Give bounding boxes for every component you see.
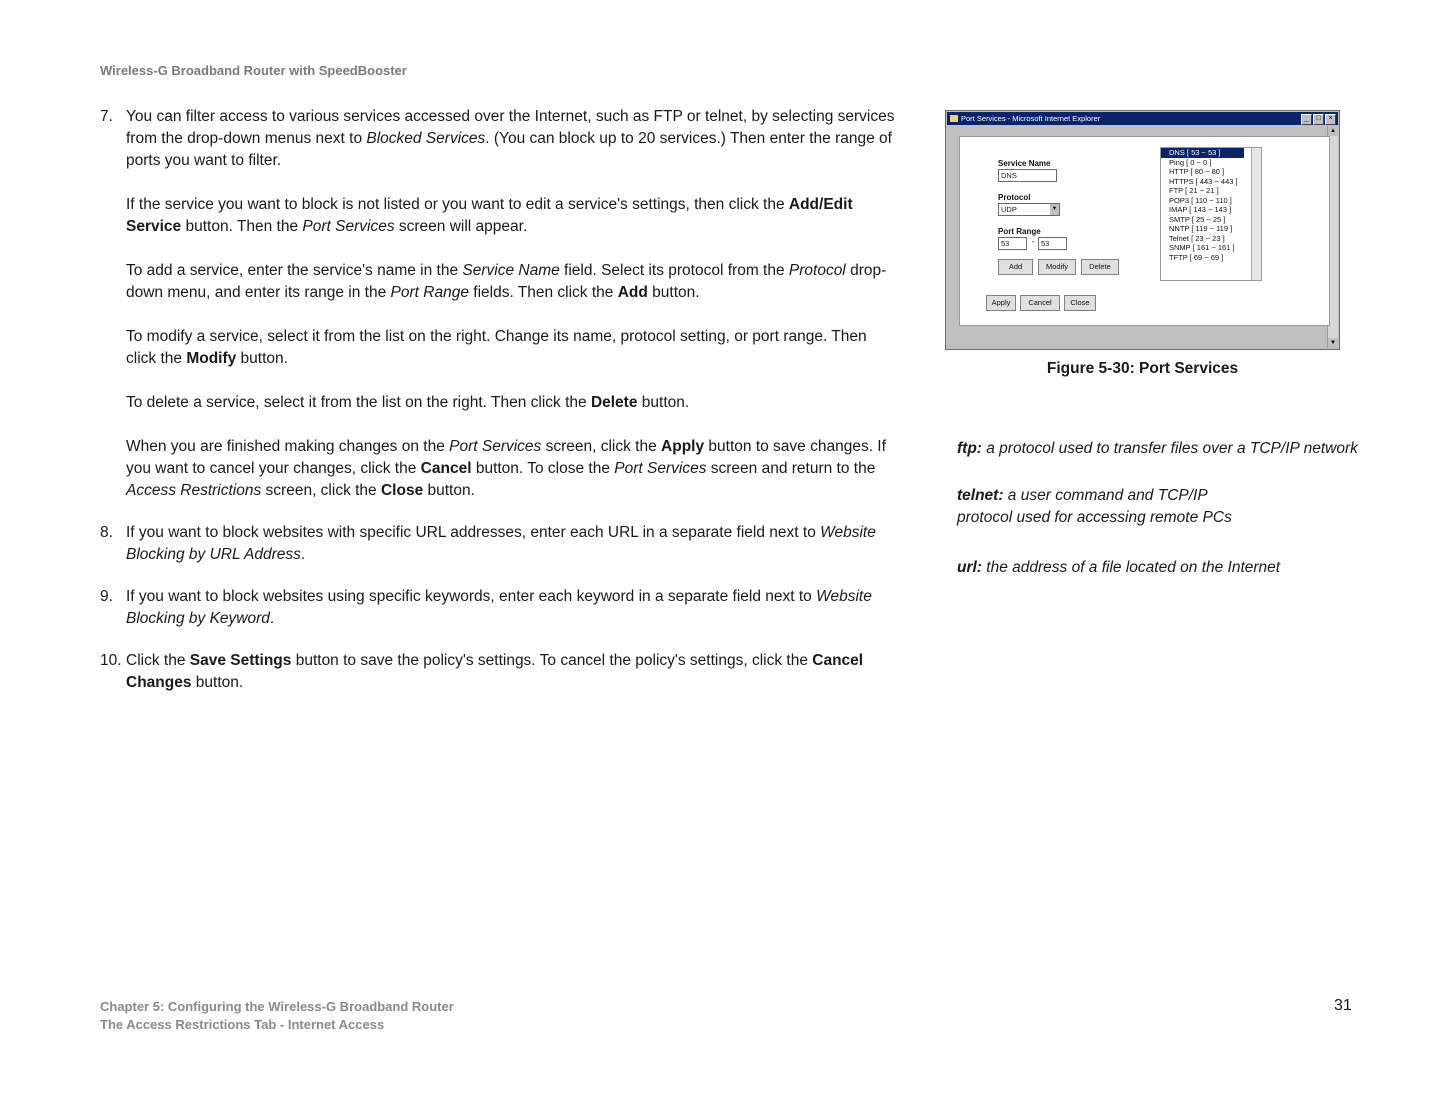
bold-text: Apply (661, 438, 705, 455)
glossary-term: ftp: (957, 440, 982, 457)
delete-button: Delete (1081, 259, 1119, 275)
glossary-definition: a protocol used to transfer files over a TCP/IP network (981, 440, 1358, 457)
apply-button: Apply (986, 295, 1016, 311)
service-list-item: IMAP [ 143 ~ 143 ] (1169, 205, 1232, 214)
italic-text: Blocked Services (366, 130, 486, 147)
text-run: field. Select its protocol from the (559, 262, 789, 279)
text-run: . (300, 546, 306, 563)
bold-text: Save Settings (189, 652, 292, 669)
service-list-item: SMTP [ 25 ~ 25 ] (1169, 214, 1226, 224)
step-item (100, 522, 900, 566)
text-run: button. (637, 394, 690, 411)
main-body-text (100, 106, 900, 714)
glossary-definition: the address of a file located on the Internet (981, 559, 1281, 576)
step-number: 7. (100, 108, 113, 125)
bold-text: Close (380, 482, 424, 499)
italic-text: Protocol (788, 262, 846, 279)
italic-text: Port Services (302, 218, 395, 235)
italic-text: Port Services (449, 438, 542, 455)
glossary-url (957, 557, 1377, 579)
bold-text: Modify (186, 350, 237, 367)
step-paragraph (126, 106, 900, 172)
text-run: button. To close the (471, 460, 615, 477)
cancel-button: Cancel (1020, 295, 1060, 311)
protocol-value: UDP (1001, 205, 1017, 214)
service-list-item: DNS [ 53 ~ 53 ] (1161, 148, 1244, 158)
text-run: screen will appear. (394, 218, 528, 235)
text-run: If you want to block websites with specific URL addresses, enter each URL in a separate field next to (126, 524, 821, 541)
text-run: If you want to block websites using specific keywords, enter each keyword in a separate field next to (126, 588, 817, 605)
text-run: You can filter access to various services accessed over the Internet, such as FTP or telnet, by selecting services from the drop-down menus next to (126, 108, 895, 147)
text-run: screen, click the (541, 438, 662, 455)
step-paragraph (126, 436, 900, 502)
text-run: drop-down menu, and enter its range in the (126, 262, 887, 301)
port-end-input: 53 (1038, 237, 1067, 250)
close-window-icon: × (1325, 114, 1336, 125)
footer-chapter: Chapter 5: Configuring the Wireless-G Broadband Router (100, 999, 454, 1014)
step-paragraph (126, 194, 900, 238)
service-list-item: POP3 [ 110 ~ 110 ] (1169, 195, 1232, 205)
text-run: Click the (126, 652, 190, 669)
italic-text: Port Services (614, 460, 707, 477)
modify-button: Modify (1038, 259, 1076, 275)
page-footer (100, 998, 454, 1034)
minimize-icon: _ (1301, 114, 1312, 125)
step-paragraph (126, 326, 900, 370)
figure-caption: Figure 5-30: Port Services (1046, 360, 1239, 377)
service-name-input: DNS (998, 169, 1057, 182)
bold-text: Add (617, 284, 648, 301)
scroll-up-icon: ▲ (1328, 126, 1338, 136)
protocol-select (998, 203, 1060, 216)
service-name-label: Service Name (998, 159, 1051, 168)
close-button: Close (1064, 295, 1096, 311)
bold-text: Add/Edit Service (126, 196, 853, 235)
scroll-down-icon: ▼ (1328, 338, 1338, 348)
port-start-input: 53 (998, 237, 1027, 250)
text-run: When you are finished making changes on the (126, 438, 450, 455)
list-scrollbar (1251, 148, 1261, 280)
text-run: If the service you want to block is not listed or you want to edit a service's settings, then click the (126, 196, 789, 213)
glossary-ftp (957, 438, 1377, 460)
italic-text: Service Name (462, 262, 560, 279)
italic-text: Website Blocking by URL Address (126, 524, 876, 563)
step-paragraph (126, 650, 900, 694)
service-list-item: SNMP [ 161 ~ 161 ] (1169, 243, 1235, 252)
glossary-term: telnet: (957, 487, 1004, 504)
glossary-definition: a user command and TCP/IP protocol used for accessing remote PCs (957, 487, 1232, 526)
service-list-item: Ping [ 0 ~ 0 ] (1169, 157, 1212, 167)
text-run: button. Then the (181, 218, 303, 235)
port-services-form (959, 136, 1330, 326)
step-paragraph (126, 392, 900, 414)
text-run: . (269, 610, 275, 627)
browser-window (945, 110, 1340, 350)
ie-window-icon (950, 115, 958, 122)
step-paragraph (126, 260, 900, 304)
port-range-label: Port Range (998, 227, 1041, 236)
text-run: To delete a service, select it from the list on the right. Then click the (126, 394, 591, 411)
service-list-item: NNTP [ 119 ~ 119 ] (1169, 224, 1233, 233)
window-title: Port Services - Microsoft Internet Explorer (961, 114, 1101, 123)
text-run: fields. Then click the (468, 284, 618, 301)
step-number: 10. (100, 652, 122, 669)
text-run: button. (423, 482, 475, 499)
add-button: Add (998, 259, 1033, 275)
text-run: button. (236, 350, 288, 367)
step-item (100, 650, 900, 694)
text-run: . (You can block up to 20 services.) Then enter the range of ports you want to filter. (126, 130, 892, 169)
maximize-icon: □ (1313, 114, 1324, 125)
text-run: To modify a service, select it from the list on the right. Change its name, protocol setting, or port range. Then click the (126, 328, 867, 367)
bold-text: Cancel Changes (126, 652, 864, 691)
figure-port-services (945, 110, 1340, 350)
glossary-telnet (957, 485, 1247, 529)
port-range-separator: - (1032, 237, 1035, 246)
text-run: button. (647, 284, 700, 301)
text-run: button to save changes. If you want to cancel your changes, click the (126, 438, 886, 477)
window-titlebar (947, 112, 1338, 125)
protocol-label: Protocol (998, 193, 1031, 202)
step-paragraph (126, 586, 900, 630)
text-run: button. (191, 674, 244, 691)
service-list-item: HTTP [ 80 ~ 80 ] (1169, 167, 1225, 176)
service-list-item: HTTPS [ 443 ~ 443 ] (1169, 176, 1238, 186)
service-list-item: FTP [ 21 ~ 21 ] (1169, 186, 1219, 195)
text-run: screen and return to the (706, 460, 876, 477)
running-header: Wireless-G Broadband Router with SpeedBooster (100, 63, 407, 78)
page-number: 31 (1334, 997, 1352, 1014)
services-list (1160, 147, 1262, 281)
text-run: button to save the policy's settings. To cancel the policy's settings, click the (291, 652, 813, 669)
chevron-down-icon: ▼ (1050, 204, 1059, 215)
text-run: screen, click the (261, 482, 381, 499)
step-number: 9. (100, 588, 113, 605)
service-list-item: Telnet [ 23 ~ 23 ] (1169, 233, 1225, 243)
step-paragraph (126, 522, 900, 566)
service-list-item: TFTP [ 69 ~ 69 ] (1169, 252, 1224, 262)
glossary-term: url: (957, 559, 982, 576)
italic-text: Access Restrictions (126, 482, 262, 499)
italic-text: Port Range (390, 284, 469, 301)
step-number: 8. (100, 524, 113, 541)
step-item (100, 586, 900, 630)
italic-text: Website Blocking by Keyword (126, 588, 872, 627)
text-run: To add a service, enter the service's name in the (126, 262, 463, 279)
bold-text: Delete (590, 394, 638, 411)
bold-text: Cancel (420, 460, 472, 477)
step-item (100, 106, 900, 502)
footer-section: The Access Restrictions Tab - Internet Access (100, 1017, 385, 1032)
